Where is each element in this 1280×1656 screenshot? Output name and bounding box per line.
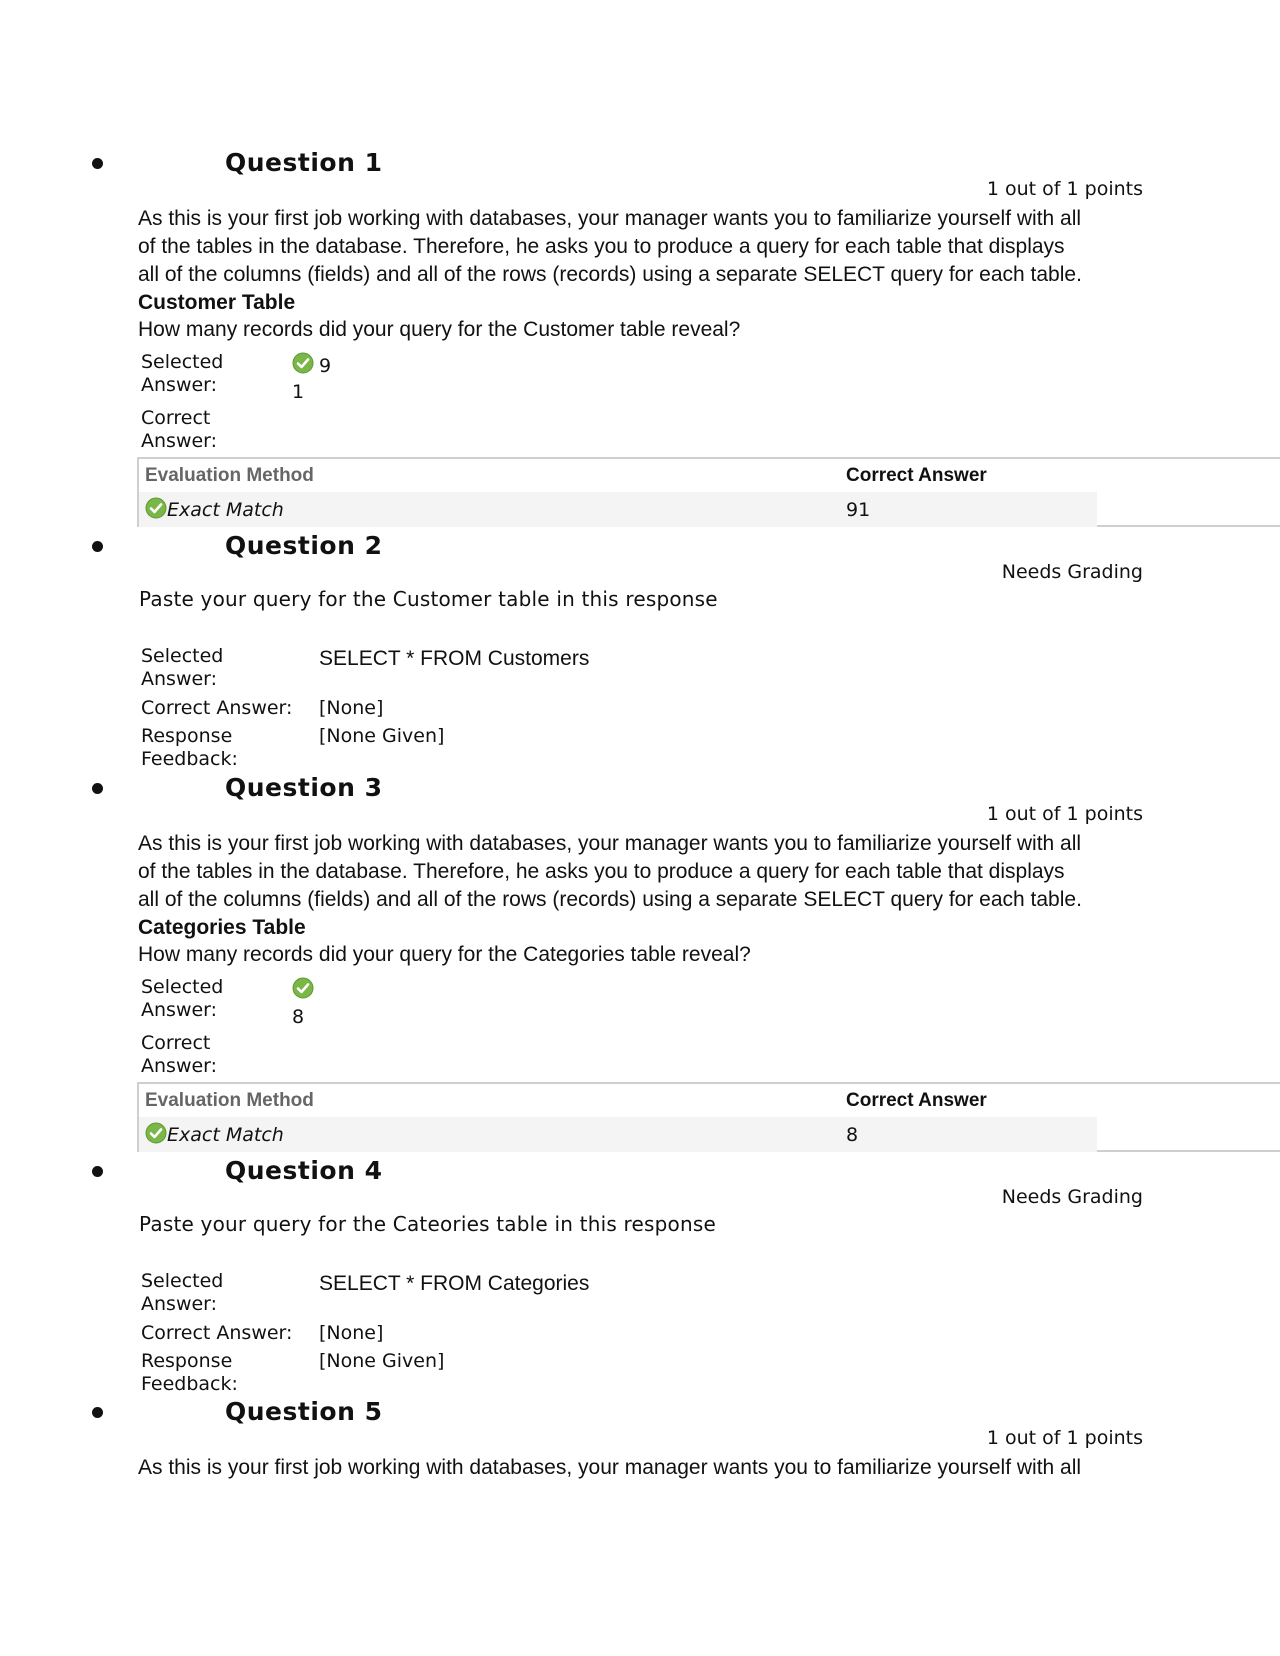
selected-answer-label: Selected Answer:: [141, 645, 224, 690]
points-label: Needs Grading: [1001, 1186, 1143, 1208]
evaluation-method-value: Exact Match: [167, 499, 284, 521]
correct-answer-label: Correct Answer:: [141, 1032, 218, 1077]
check-circle-icon: [145, 1122, 167, 1144]
question-title: Question 2: [225, 531, 383, 560]
selected-answer-label: Selected Answer:: [141, 976, 224, 1021]
response-feedback-value: [None Given]: [319, 725, 445, 747]
selected-answer-label: Selected Answer:: [141, 351, 224, 396]
points-label: 1 out of 1 points: [986, 803, 1143, 825]
question-prompt: Paste your query for the Cateories table in this response: [139, 1212, 716, 1236]
selected-answer-label: Selected Answer:: [141, 1270, 224, 1315]
question-prompt: Paste your query for the Customer table in this response: [139, 587, 718, 611]
selected-answer-value: 9: [319, 355, 332, 377]
correct-answer-label: Correct Answer:: [141, 1322, 293, 1344]
check-circle-icon: [292, 977, 314, 999]
evaluation-table: [137, 1082, 1280, 1152]
correct-answer-label: Correct Answer:: [141, 697, 293, 719]
question-text: How many records did your query for the Categories table reveal?: [138, 943, 751, 966]
table-subheading: Categories Table: [138, 916, 306, 939]
question-title: Question 3: [225, 773, 383, 802]
question-paragraph: As this is your first job working with databases, your manager wants you to familiarize yourself with all of the tables in the database. Therefore, he asks you to produce a query for each table that displays all of the columns (fields) and all of the rows (records) using a separate SELECT query for each table.: [138, 832, 1082, 911]
evaluation-correct-value: 91: [846, 499, 871, 521]
correct-answer-header: Correct Answer: [846, 1090, 987, 1111]
response-feedback-label: Response Feedback:: [141, 725, 238, 770]
question-title: Question 5: [225, 1397, 383, 1426]
question-paragraph: As this is your first job working with databases, your manager wants you to familiarize yourself with all of the tables in the database. Therefore, he asks you to produce a query for each table that displays all of the columns (fields) and all of the rows (records) using a separate SELECT query for each table.: [138, 207, 1082, 286]
table-subheading: Customer Table: [138, 291, 296, 314]
check-circle-icon: [292, 352, 314, 374]
bullet: [92, 1407, 103, 1418]
selected-answer-value: 8: [292, 1006, 305, 1028]
question-title: Question 4: [225, 1156, 383, 1185]
question-text: How many records did your query for the Customer table reveal?: [138, 318, 741, 341]
bullet: [92, 1166, 103, 1177]
question-paragraph: As this is your first job working with databases, your manager wants you to familiarize yourself with all: [138, 1456, 1082, 1479]
response-feedback-label: Response Feedback:: [141, 1350, 238, 1395]
bullet: [92, 783, 103, 794]
selected-answer-value: SELECT * FROM Categories: [319, 1272, 590, 1295]
evaluation-method-value: Exact Match: [167, 1124, 284, 1146]
question-title: Question 1: [225, 148, 383, 177]
selected-answer-value: SELECT * FROM Customers: [319, 647, 590, 670]
correct-answer-value: 1: [292, 381, 305, 403]
evaluation-correct-value: 8: [846, 1124, 859, 1146]
bullet: [92, 541, 103, 552]
points-label: 1 out of 1 points: [986, 178, 1143, 200]
points-label: 1 out of 1 points: [986, 1427, 1143, 1449]
bullet: [92, 158, 103, 169]
correct-answer-value: [None]: [319, 1322, 384, 1344]
response-feedback-value: [None Given]: [319, 1350, 445, 1372]
evaluation-method-header: Evaluation Method: [145, 465, 314, 486]
evaluation-method-header: Evaluation Method: [145, 1090, 314, 1111]
evaluation-table: [137, 457, 1280, 527]
check-circle-icon: [145, 497, 167, 519]
correct-answer-value: [None]: [319, 697, 384, 719]
points-label: Needs Grading: [1001, 561, 1143, 583]
correct-answer-label: Correct Answer:: [141, 407, 218, 452]
correct-answer-header: Correct Answer: [846, 465, 987, 486]
